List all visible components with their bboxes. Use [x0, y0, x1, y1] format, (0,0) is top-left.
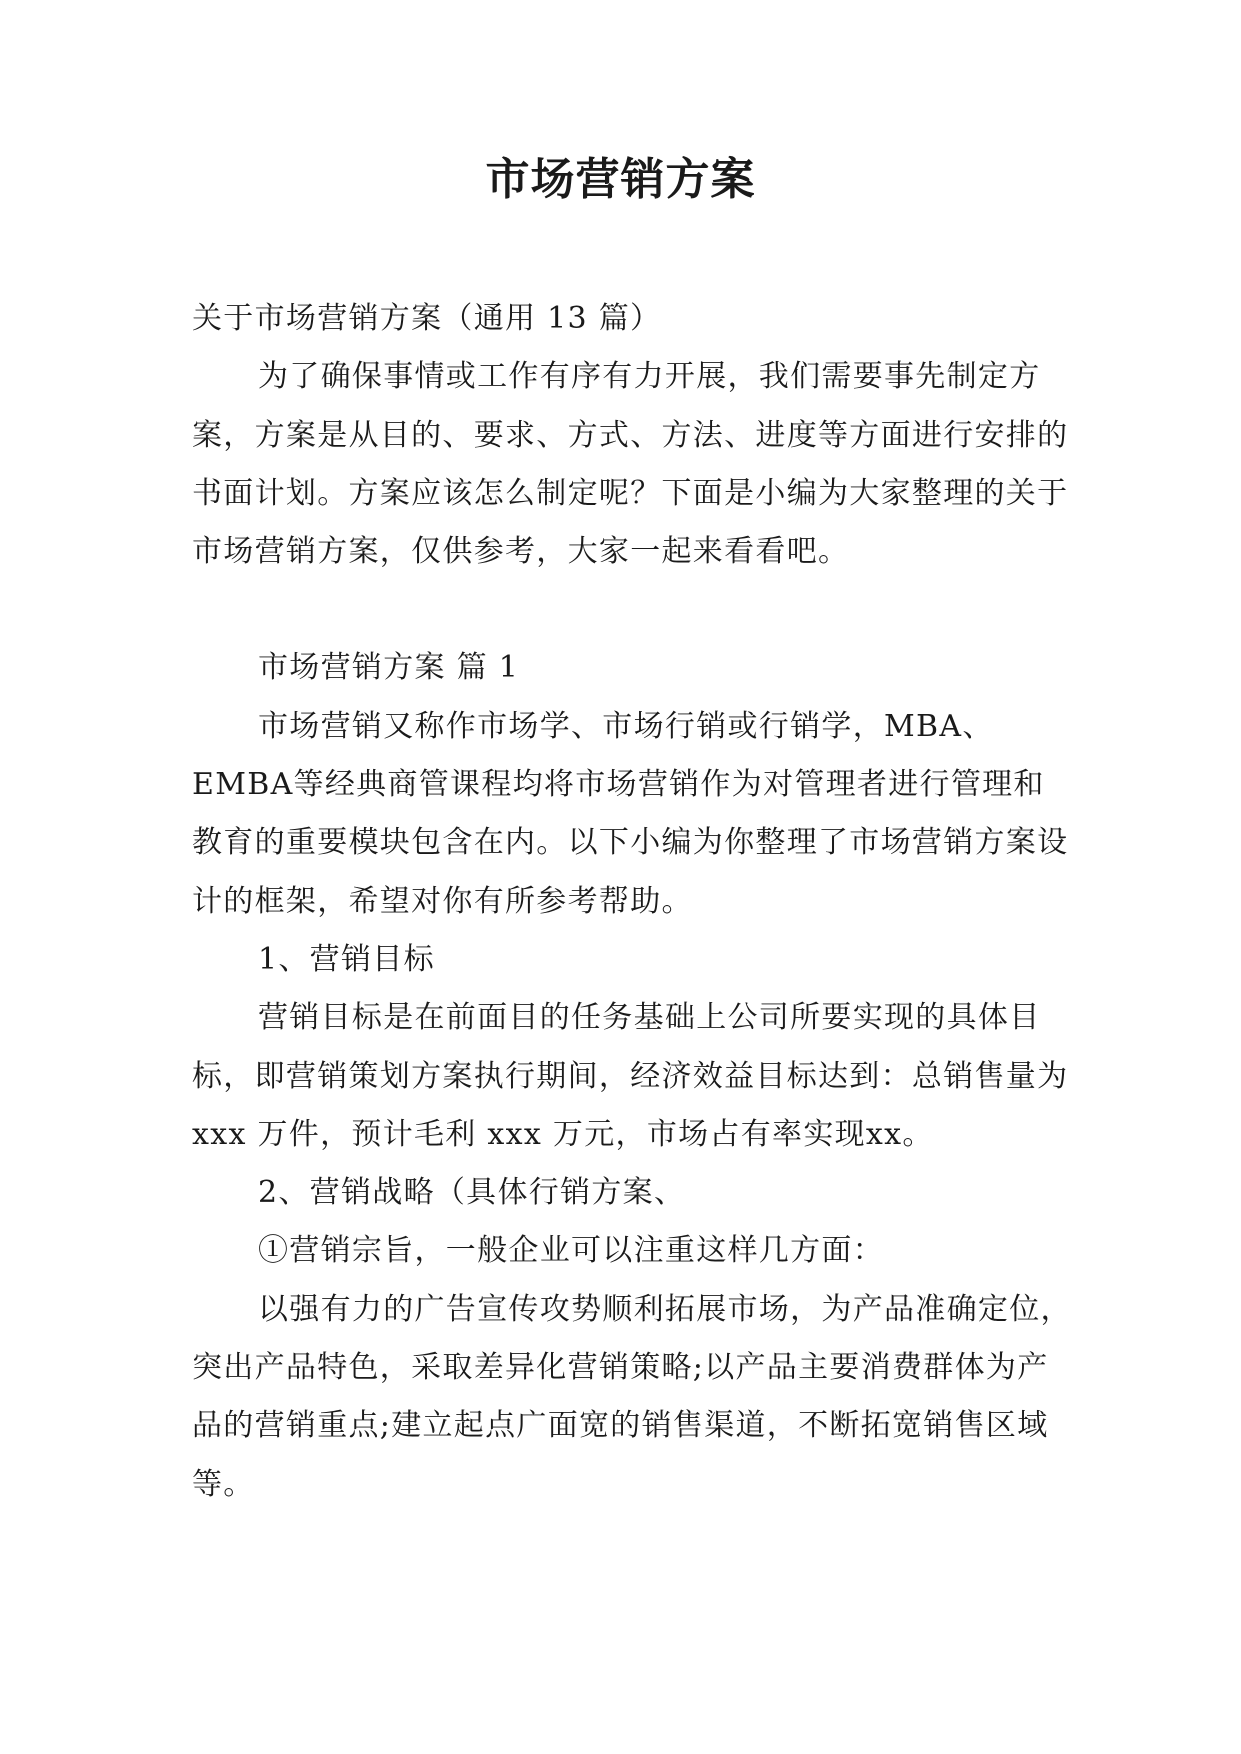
list-item-marketing-purpose: ①营销宗旨，一般企业可以注重这样几方面： [258, 1233, 884, 1269]
list-item-marketing-goal: 1、营销目标 [258, 941, 435, 977]
paragraph-marketing-goal: 营销目标是在前面目的任务基础上公司所要实现的具体目标，即营销策划方案执行期间，经济效益目标达到：总销售量为 xxx 万件，预计毛利 xxx 万元，市场占有率实现xx。 [192, 1000, 1069, 1152]
intro-paragraph: 为了确保事情或工作有序有力开展，我们需要事先制定方案，方案是从目的、要求、方式、方法、进度等方面进行安排的书面计划。方案应该怎么制定呢？下面是小编为大家整理的关于市场营销方案，仅供参考，大家一起来看看吧。 [192, 359, 1069, 570]
paragraph-marketing-purpose: 以强有力的广告宣传攻势顺利拓展市场，为产品准确定位，突出产品特色，采取差异化营销策略;以产品主要消费群体为产品的营销重点;建立起点广面宽的销售渠道，不断拓宽销售区域等。 [192, 1291, 1072, 1502]
section-heading: 市场营销方案 篇 1 [258, 650, 520, 686]
document-title: 市场营销方案 [485, 154, 756, 205]
list-item-marketing-strategy: 2、营销战略（具体行销方案、 [258, 1175, 686, 1211]
document-body [192, 290, 1072, 1514]
paragraph-marketing-definition: 市场营销又称作市场学、市场行销或行销学，MBA、EMBA等经典商管课程均将市场营销作为对管理者进行管理和教育的重要模块包含在内。以下小编为你整理了市场营销方案设计的框架，希望对你有所参考帮助。 [192, 708, 1069, 919]
paragraph-gap [192, 581, 1072, 639]
document-subtitle: 关于市场营销方案（通用 13 篇） [192, 301, 662, 336]
